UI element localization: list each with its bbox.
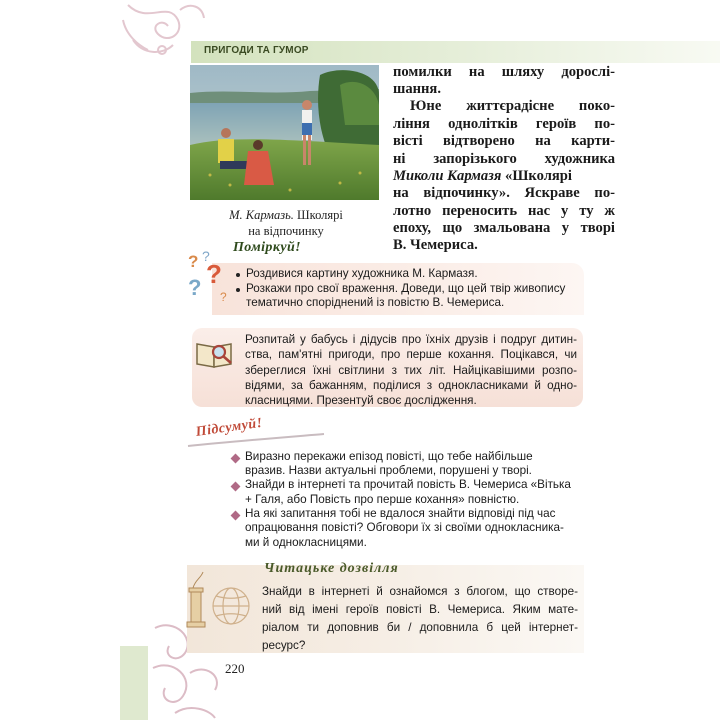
svg-text:?: ?	[220, 290, 227, 304]
summary-item-line: Виразно перекажи епізод повісті, що тебе найбільше	[245, 450, 533, 463]
globe-column-icon	[181, 568, 259, 638]
svg-text:?: ?	[188, 252, 199, 271]
svg-text:?: ?	[188, 275, 202, 300]
research-line: відями, за бажанням, поділися з однокласниками й одно-	[245, 378, 577, 392]
svg-text:?: ?	[202, 249, 210, 264]
section-header-title: ПРИГОДИ ТА ГУМОР	[204, 45, 309, 56]
painting-image	[190, 65, 379, 200]
caption-author: М. Кармазь.	[229, 208, 294, 222]
summary-item-line: На які запитання тобі не вдалося знайти відповіді під час	[245, 507, 556, 520]
text-line: епоху, що змальована у творі	[393, 220, 615, 236]
question-marks-icon	[188, 249, 230, 305]
bullet-dot	[236, 273, 240, 277]
reading-line: ріалом ти доповнив би / доповнила б цей інтернет-	[262, 621, 578, 634]
page-number: 220	[225, 661, 245, 676]
summary-item-line: ми й однокласницями.	[245, 536, 367, 549]
bullet-dot	[236, 288, 240, 292]
think-item: Розкажи про свої враження. Доведи, що цей твір живопису	[246, 282, 566, 295]
think-item-continuation: тематично споріднений із повістю В. Чемериса.	[246, 296, 505, 309]
reading-line: Знайди в інтернеті й ознайомся з блогом, що створе-	[262, 585, 578, 598]
caption-title-part2: на відпочинку	[248, 224, 324, 238]
text-line: вісті відтворено на карти-	[393, 133, 615, 149]
reading-line: ресурс?	[262, 639, 306, 652]
bullet-diamond	[231, 482, 241, 492]
text-line: лотно переносить нас у ту ж	[393, 203, 615, 219]
reading-line: ний від імені героїв повісті В. Чемериса. Яким мате-	[262, 603, 578, 616]
book-magnifier-icon	[194, 339, 236, 369]
svg-text:?: ?	[206, 259, 222, 289]
research-line: Розпитай у бабусь і дідусів про їхніх друзів і подруг дитин-	[245, 333, 577, 346]
bullet-diamond	[231, 511, 241, 521]
text-line: ні запорізького художника	[393, 151, 615, 167]
text-line: Юне життєрадісне поко-	[410, 98, 615, 114]
summary-item-line: вразив. Назви актуальні проблеми, порушені у творі.	[245, 464, 532, 477]
painting-title-start: «Школярі	[501, 168, 572, 184]
reading-leisure-title: Читацьке дозвілля	[264, 561, 399, 576]
research-line: класницями. Презентуй своє дослідження.	[245, 394, 477, 408]
summary-item-line: Знайди в інтернеті та прочитай повість В. Чемериса «Вітька	[245, 478, 571, 491]
text-line: на відпочинку». Яскраве по-	[393, 185, 615, 201]
text-line: помилки на шляху дорослі-	[393, 64, 615, 80]
text-line: В. Чемериса.	[393, 237, 478, 253]
text-line: шання.	[393, 81, 441, 97]
summary-item-line: опрацювання повісті? Обговори їх зі своїми однокласника-	[245, 521, 564, 534]
research-line: ства, пам'ятні пригоди, про перше кохання. Поцікався, чи	[245, 348, 577, 362]
text-line-painter	[393, 168, 615, 185]
summary-item-line: + Галя, або Повість про перше кохання» повністю.	[245, 493, 520, 506]
bullet-diamond	[231, 454, 241, 464]
research-line: збереглися їхні світлини з тих літ. Найцікавішими розпо-	[245, 363, 577, 377]
caption-title-part1: Школярі	[297, 208, 343, 222]
margin-decor-strip	[120, 646, 148, 720]
painter-name: Миколи Кармазя	[393, 168, 502, 184]
think-title: Поміркуй!	[233, 240, 301, 255]
think-item: Роздивися картину художника М. Кармазя.	[246, 267, 478, 280]
summary-title: Підсумуй!	[194, 415, 264, 440]
text-line: ління однолітків героїв по-	[393, 116, 615, 132]
painting-caption	[200, 207, 372, 239]
